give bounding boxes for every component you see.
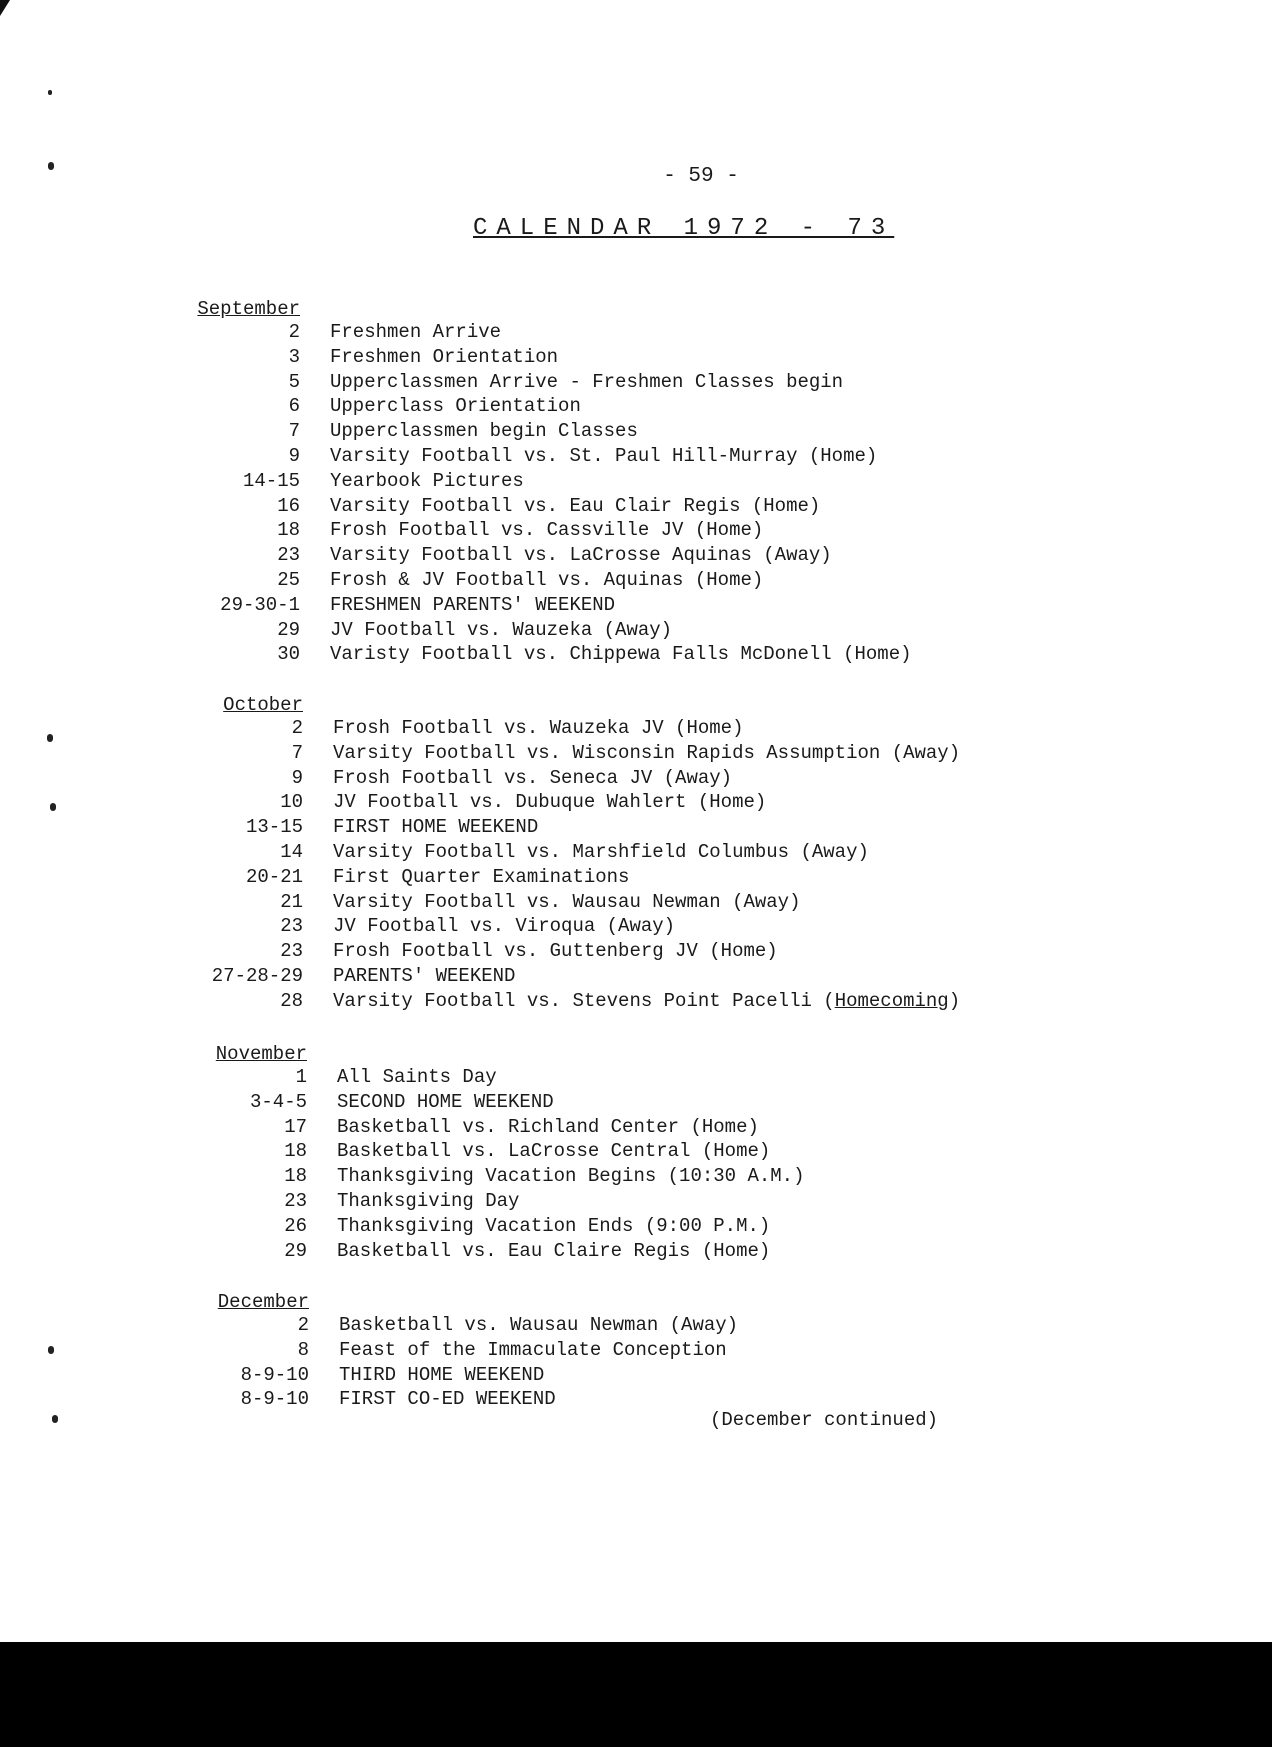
entry-event: Thanksgiving Day: [337, 1190, 520, 1212]
entry-date: 23: [277, 544, 300, 567]
entry-date: 7: [288, 420, 300, 443]
entry-event: Varsity Football vs. LaCrosse Aquinas (Away): [330, 544, 832, 567]
entry-date: 23: [280, 940, 303, 963]
entry-date: 28: [280, 989, 303, 1012]
entry-date: 23: [284, 1190, 307, 1212]
month-header: November: [215, 1043, 307, 1065]
entry-date: 3: [288, 345, 300, 368]
entry-date: 20-21: [245, 865, 303, 888]
entry-date: 18: [277, 519, 300, 542]
entry-event: All Saints Day: [337, 1066, 497, 1088]
entry-date: 16: [277, 494, 300, 517]
entry-event-text: Varsity Football vs. Stevens Point Pacelli (: [333, 989, 835, 1012]
entry-event-underlined: Homecoming: [834, 989, 949, 1012]
entry-event: Upperclassmen Arrive - Freshmen Classes begin: [330, 370, 844, 393]
scan-speck: [52, 1415, 58, 1423]
entry-date: 2: [297, 1314, 309, 1336]
entry-event: Frosh Football vs. Cassville JV (Home): [330, 519, 764, 542]
scan-speck: [47, 734, 53, 742]
entry-event: First Quarter Examinations: [333, 865, 630, 888]
entry-event: Varsity Football vs. Wausau Newman (Away): [333, 890, 801, 913]
scan-speck: [48, 162, 54, 170]
entry-date: 8-9-10: [240, 1363, 309, 1386]
entry-date: 18: [284, 1165, 307, 1188]
entry-date: 27-28-29: [211, 965, 303, 987]
entry-event: Basketball vs. Wausau Newman (Away): [339, 1314, 739, 1336]
month-header: October: [223, 694, 303, 716]
entry-event: Varsity Football vs. St. Paul Hill-Murray (Home): [330, 445, 878, 467]
page-number: - 59 -: [663, 165, 739, 188]
entry-event: Basketball vs. LaCrosse Central (Home): [337, 1140, 771, 1163]
entry-date: 29-30-1: [220, 593, 300, 616]
entry-event: Basketball vs. Eau Claire Regis (Home): [337, 1239, 771, 1262]
scan-speck: [48, 1346, 54, 1354]
entry-event: Varsity Football vs. Eau Clair Regis (Home): [330, 494, 821, 517]
entry-event: THIRD HOME WEEKEND: [339, 1363, 545, 1386]
entry-event: Yearbook Pictures: [330, 469, 524, 492]
entry-event: [333, 989, 960, 1014]
entry-event: FIRST HOME WEEKEND: [333, 816, 539, 839]
entry-event: JV Football vs. Wauzeka (Away): [330, 618, 673, 641]
entry-event: Upperclassmen begin Classes: [330, 420, 638, 443]
page-title: CALENDAR 1972 - 73: [473, 215, 895, 242]
entry-event: Varisty Football vs. Chippewa Falls McDonell (Home): [330, 643, 912, 666]
entry-event: PARENTS' WEEKEND: [333, 965, 516, 987]
entry-date: 29: [277, 618, 300, 641]
entry-date: 5: [288, 370, 300, 393]
entry-event: SECOND HOME WEEKEND: [337, 1090, 554, 1113]
entry-event: Frosh & JV Football vs. Aquinas (Home): [330, 569, 764, 591]
entry-event: Varsity Football vs. Marshfield Columbus (Away): [333, 841, 869, 863]
entry-date: 26: [284, 1214, 307, 1237]
entry-event-text: ): [948, 989, 961, 1012]
entry-event: Thanksgiving Vacation Begins (10:30 A.M.): [337, 1165, 805, 1188]
entry-date: 25: [277, 569, 300, 591]
scan-bottom-band: [0, 1642, 1272, 1747]
entry-event: FIRST CO-ED WEEKEND: [339, 1388, 556, 1411]
entry-date: 14-15: [242, 469, 300, 492]
entry-event: Frosh Football vs. Guttenberg JV (Home): [333, 940, 778, 963]
entry-event: Freshmen Arrive: [330, 321, 502, 343]
entry-date: 18: [284, 1140, 307, 1163]
entry-event: Frosh Football vs. Seneca JV (Away): [333, 766, 733, 789]
entry-date: 17: [284, 1115, 307, 1138]
continued-note: (December continued): [710, 1409, 939, 1431]
entry-event: Feast of the Immaculate Conception: [339, 1338, 727, 1361]
month-header: December: [217, 1291, 309, 1313]
entry-event: Thanksgiving Vacation Ends (9:00 P.M.): [337, 1214, 771, 1237]
entry-date: 30: [277, 643, 300, 666]
entry-date: 9: [291, 766, 303, 789]
page-corner-shadow: [0, 0, 10, 16]
entry-event: Basketball vs. Richland Center (Home): [337, 1115, 759, 1138]
entry-date: 14: [280, 841, 303, 863]
entry-date: 21: [280, 890, 303, 913]
entry-date: 8-9-10: [240, 1388, 309, 1411]
entry-date: 1: [295, 1066, 307, 1088]
entry-event: Varsity Football vs. Wisconsin Rapids Assumption (Away): [333, 741, 961, 764]
entry-event: Frosh Football vs. Wauzeka JV (Home): [333, 717, 744, 739]
entry-event: FRESHMEN PARENTS' WEEKEND: [330, 593, 616, 616]
entry-date: 29: [284, 1239, 307, 1262]
entry-date: 7: [291, 741, 303, 764]
entry-date: 8: [297, 1338, 309, 1361]
entry-event: JV Football vs. Dubuque Wahlert (Home): [333, 791, 767, 814]
scan-speck: [50, 803, 56, 811]
entry-event: Upperclass Orientation: [330, 395, 581, 418]
entry-event: Freshmen Orientation: [330, 345, 559, 368]
entry-date: 10: [280, 791, 303, 814]
entry-date: 9: [288, 445, 300, 467]
entry-date: 2: [291, 717, 303, 739]
entry-date: 13-15: [245, 816, 303, 839]
entry-date: 6: [288, 395, 300, 418]
entry-date: 23: [280, 915, 303, 938]
entry-date: 3-4-5: [249, 1090, 307, 1113]
month-header: September: [197, 298, 300, 320]
scan-speck: [48, 90, 52, 95]
entry-date: 2: [288, 321, 300, 343]
entry-event: JV Football vs. Viroqua (Away): [333, 915, 676, 938]
